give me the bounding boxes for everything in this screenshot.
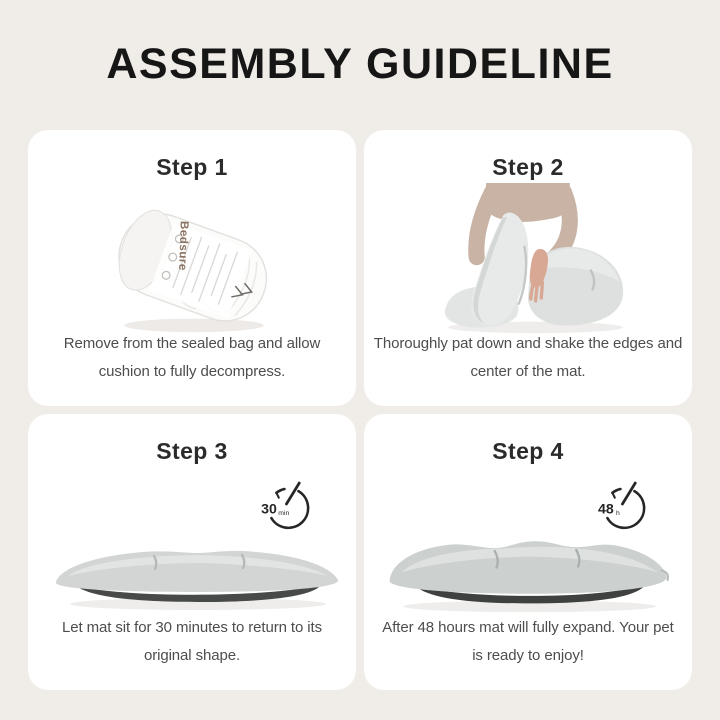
caption-line: Thoroughly pat down and shake the edges and	[373, 335, 683, 352]
bag-brand-label: Bedsure	[176, 220, 191, 272]
caption-line: Let mat sit for 30 minutes to return to its	[62, 619, 322, 636]
step-4-figure	[372, 465, 684, 614]
step-4-caption	[382, 614, 673, 670]
caption-line: Remove from the sealed bag and allow	[63, 335, 321, 352]
step-3-figure	[36, 465, 348, 614]
caption-line: After 48 hours mat will fully expand. Your pet	[382, 619, 674, 636]
flat-mat-illustration	[46, 526, 346, 616]
step-4-title: Step 4	[492, 438, 564, 464]
step-2-figure	[372, 181, 684, 330]
step-card-4	[364, 414, 692, 690]
timer-value: 48	[598, 500, 614, 517]
timer-unit: h	[616, 510, 620, 518]
timer-value: 30	[261, 500, 277, 517]
steps-grid	[28, 130, 692, 690]
timer-unit: min	[278, 510, 290, 518]
caption-line: center of the mat.	[470, 363, 586, 380]
step-1-figure	[36, 181, 348, 330]
step-card-1	[28, 130, 356, 406]
step-2-caption	[374, 330, 682, 386]
vacuum-sealed-bag-illustration	[94, 187, 290, 337]
timer-30min-icon	[250, 475, 322, 533]
step-card-3	[28, 414, 356, 690]
step-card-2	[364, 130, 692, 406]
caption-line: cushion to fully decompress.	[98, 363, 286, 380]
step-3-caption	[62, 614, 322, 670]
page-title: ASSEMBLY GUIDELINE	[106, 39, 614, 88]
hands-patting-mat-illustration	[420, 183, 636, 335]
caption-line: is ready to enjoy!	[472, 647, 584, 664]
step-3-title: Step 3	[156, 438, 228, 464]
step-1-title: Step 1	[156, 154, 228, 180]
caption-line: original shape.	[143, 647, 241, 664]
expanded-mat-illustration	[382, 516, 673, 618]
step-1-caption	[64, 330, 321, 386]
step-2-title: Step 2	[492, 154, 564, 180]
